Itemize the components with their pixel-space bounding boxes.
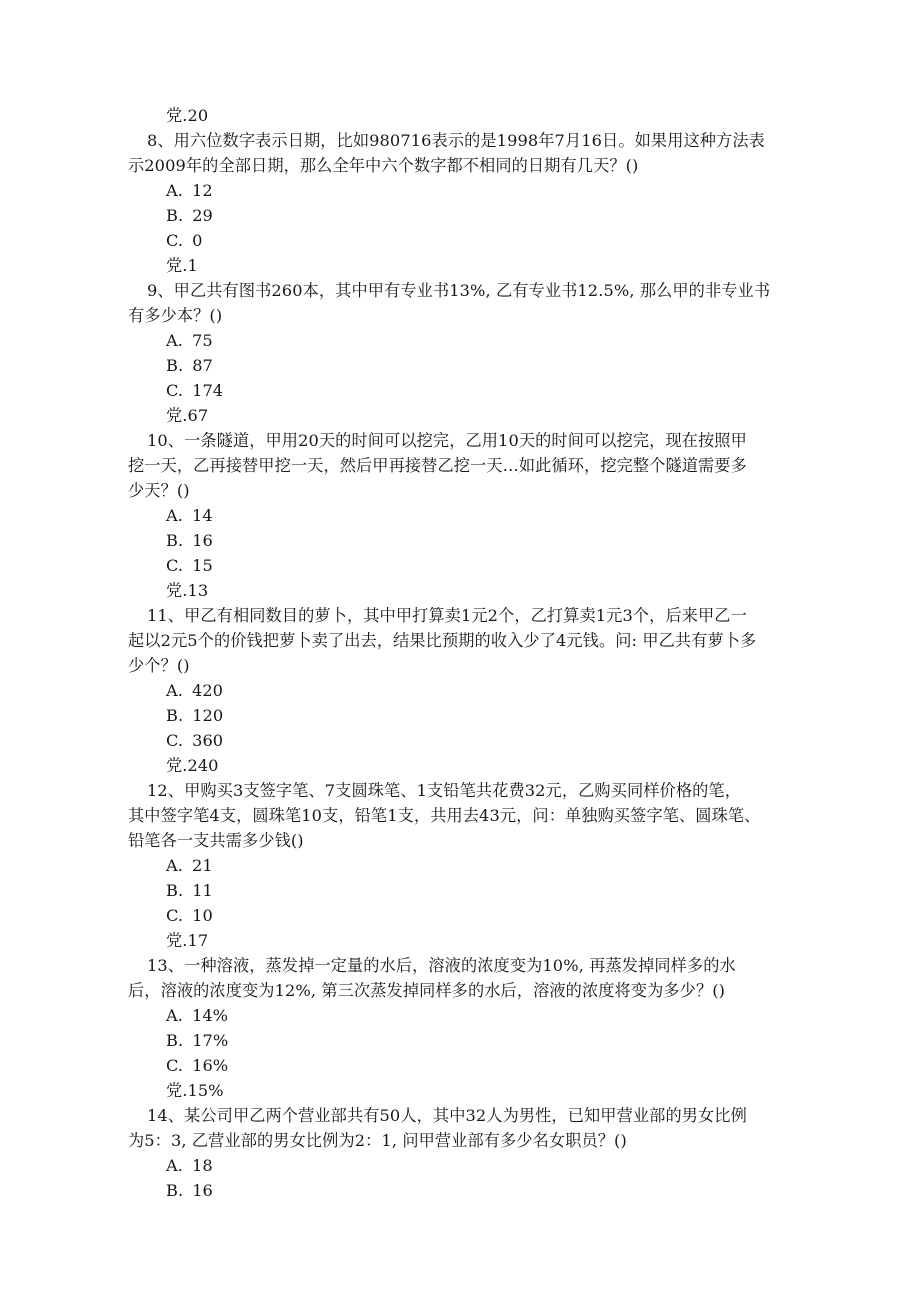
question-stem: 9、甲乙共有图书260本，其中甲有专业书13%, 乙有专业书12.5%, 那么甲的非专业书 bbox=[147, 281, 771, 300]
option-label: A. bbox=[166, 1156, 184, 1175]
option-value: 75 bbox=[192, 331, 213, 350]
question-stem-continuation: 起以2元5个的价钱把萝卜卖了出去，结果比预期的收入少了4元钱。问: 甲乙共有萝卜多 bbox=[128, 631, 757, 650]
option-row[interactable] bbox=[128, 853, 792, 878]
question-stem-continuation: 示2009年的全部日期，那么全年中六个数字都不相同的日期有几天？() bbox=[128, 156, 639, 175]
option-row[interactable] bbox=[128, 1153, 792, 1178]
option-label: A. bbox=[166, 681, 184, 700]
option-row[interactable] bbox=[128, 1078, 792, 1103]
option-value: 16 bbox=[192, 531, 213, 550]
option-label: C. bbox=[166, 906, 184, 925]
option-row[interactable] bbox=[128, 353, 792, 378]
option-label: B. bbox=[166, 706, 184, 725]
option-label: A. bbox=[166, 856, 184, 875]
option-row[interactable] bbox=[128, 678, 792, 703]
option-label: 党. bbox=[166, 106, 188, 125]
option-label: C. bbox=[166, 731, 184, 750]
option-label: 党. bbox=[166, 931, 188, 950]
option-value: 174 bbox=[192, 381, 224, 400]
option-label: B. bbox=[166, 1031, 184, 1050]
option-row[interactable] bbox=[128, 578, 792, 603]
option-row[interactable] bbox=[128, 178, 792, 203]
option-label: 党. bbox=[166, 406, 188, 425]
question-list bbox=[128, 103, 792, 1203]
option-label: C. bbox=[166, 381, 184, 400]
question-stem-continuation: 少天？() bbox=[128, 481, 190, 500]
option-value: 14% bbox=[192, 1006, 229, 1025]
question-stem: 11、甲乙有相同数目的萝卜，其中甲打算卖1元2个，乙打算卖1元3个，后来甲乙一 bbox=[147, 606, 747, 625]
option-row[interactable] bbox=[128, 878, 792, 903]
question-stem-continuation: 少个？() bbox=[128, 656, 190, 675]
question-stem: 8、用六位数字表示日期，比如980716表示的是1998年7月16日。如果用这种方法表 bbox=[147, 131, 765, 150]
option-value: 17% bbox=[192, 1031, 229, 1050]
option-value: 15 bbox=[192, 556, 213, 575]
option-row[interactable] bbox=[128, 403, 792, 428]
question-stem-continuation: 其中签字笔4支，圆珠笔10支，铅笔1支，共用去43元，问：单独购买签字笔、圆珠笔、 bbox=[128, 806, 761, 825]
option-label: B. bbox=[166, 531, 184, 550]
option-label: B. bbox=[166, 881, 184, 900]
option-value: 1 bbox=[187, 256, 198, 275]
option-label: 党. bbox=[166, 256, 188, 275]
option-row[interactable] bbox=[128, 1003, 792, 1028]
option-row[interactable] bbox=[128, 228, 792, 253]
option-label: A. bbox=[166, 1006, 184, 1025]
question-stem: 14、某公司甲乙两个营业部共有50人，其中32人为男性，已知甲营业部的男女比例 bbox=[147, 1106, 747, 1125]
question-stem: 10、一条隧道，甲用20天的时间可以挖完，乙用10天的时间可以挖完，现在按照甲 bbox=[147, 431, 747, 450]
option-label: A. bbox=[166, 331, 184, 350]
option-value: 0 bbox=[192, 231, 203, 250]
option-label: B. bbox=[166, 206, 184, 225]
question-stem-continuation: 为5：3, 乙营业部的男女比例为2：1, 问甲营业部有多少名女职员？() bbox=[128, 1131, 627, 1150]
option-row[interactable] bbox=[128, 928, 792, 953]
option-value: 67 bbox=[187, 406, 209, 425]
option-value: 29 bbox=[192, 206, 213, 225]
option-row[interactable] bbox=[128, 903, 792, 928]
option-row[interactable] bbox=[128, 703, 792, 728]
option-value: 360 bbox=[192, 731, 224, 750]
option-value: 12 bbox=[192, 181, 213, 200]
option-row[interactable] bbox=[128, 553, 792, 578]
option-label: 党. bbox=[166, 581, 188, 600]
option-value: 16% bbox=[192, 1056, 229, 1075]
option-value: 420 bbox=[192, 681, 223, 700]
option-value: 21 bbox=[192, 856, 213, 875]
option-row[interactable] bbox=[128, 1178, 792, 1203]
option-label: 党. bbox=[166, 1081, 188, 1100]
option-value: 17 bbox=[187, 931, 209, 950]
option-label: C. bbox=[166, 556, 184, 575]
question-stem: 13、一种溶液，蒸发掉一定量的水后，溶液的浓度变为10%, 再蒸发掉同样多的水 bbox=[147, 956, 736, 975]
option-row[interactable] bbox=[128, 728, 792, 753]
option-value: 13 bbox=[187, 581, 209, 600]
option-row[interactable] bbox=[128, 753, 792, 778]
question-stem: 12、甲购买3支签字笔、7支圆珠笔、1支铅笔共花费32元，乙购买同样价格的笔， bbox=[147, 781, 741, 800]
option-value: 120 bbox=[192, 706, 224, 725]
option-label: A. bbox=[166, 506, 184, 525]
option-value: 87 bbox=[192, 356, 213, 375]
option-row[interactable] bbox=[128, 1028, 792, 1053]
option-row[interactable] bbox=[128, 203, 792, 228]
option-value: 10 bbox=[192, 906, 213, 925]
option-row[interactable] bbox=[128, 328, 792, 353]
question-stem-continuation: 铅笔各一支共需多少钱() bbox=[128, 831, 304, 850]
option-value: 16 bbox=[192, 1181, 213, 1200]
question-stem-continuation: 有多少本？() bbox=[128, 306, 223, 325]
option-label: B. bbox=[166, 1181, 184, 1200]
option-label: C. bbox=[166, 231, 184, 250]
option-row[interactable] bbox=[128, 503, 792, 528]
option-value: 11 bbox=[192, 881, 213, 900]
option-label: A. bbox=[166, 181, 184, 200]
option-value: 18 bbox=[192, 1156, 213, 1175]
option-value: 240 bbox=[187, 756, 219, 775]
option-label: C. bbox=[166, 1056, 184, 1075]
option-label: 党. bbox=[166, 756, 188, 775]
question-stem-continuation: 挖一天，乙再接替甲挖一天，然后甲再接替乙挖一天…如此循环，挖完整个隧道需要多 bbox=[128, 456, 747, 475]
option-row[interactable] bbox=[128, 1053, 792, 1078]
option-value: 20 bbox=[187, 106, 209, 125]
option-row[interactable] bbox=[128, 103, 792, 128]
option-row[interactable] bbox=[128, 253, 792, 278]
option-value: 15% bbox=[187, 1081, 224, 1100]
option-value: 14 bbox=[192, 506, 213, 525]
option-row[interactable] bbox=[128, 378, 792, 403]
option-row[interactable] bbox=[128, 528, 792, 553]
option-label: B. bbox=[166, 356, 184, 375]
question-stem-continuation: 后，溶液的浓度变为12%, 第三次蒸发掉同样多的水后，溶液的浓度将变为多少？() bbox=[128, 981, 726, 1000]
